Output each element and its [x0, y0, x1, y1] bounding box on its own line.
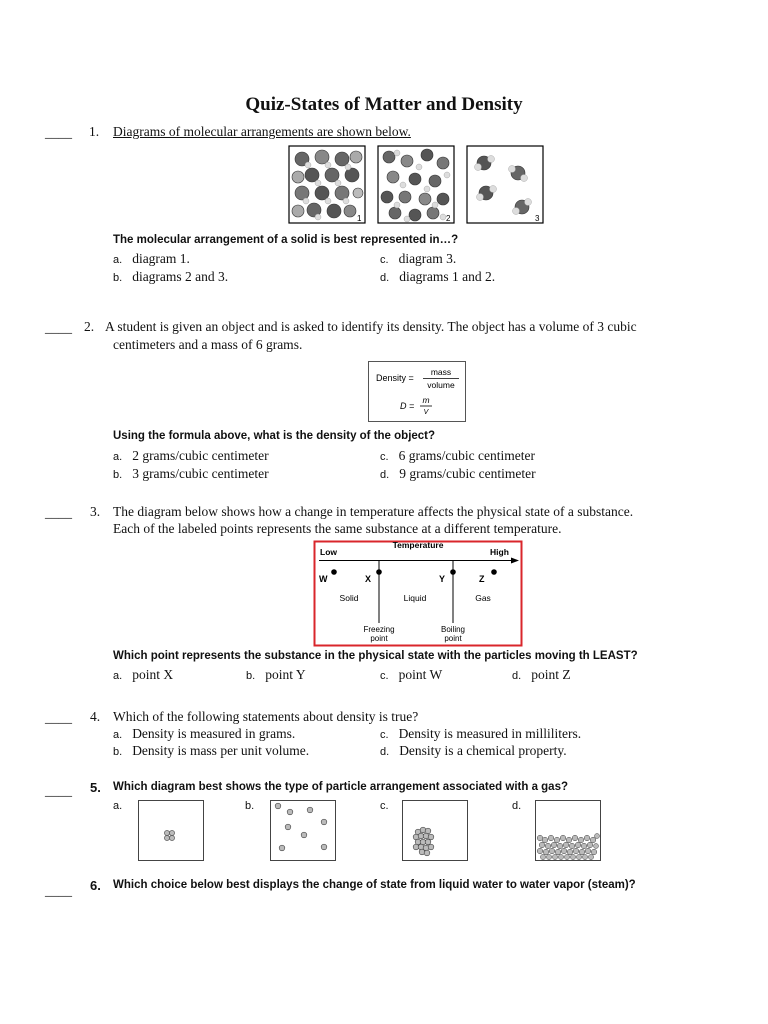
point-z: Z — [479, 574, 485, 584]
option-text: 2 grams/cubic centimeter — [132, 448, 269, 463]
q2-option-a — [113, 447, 269, 465]
formula-denominator: volume — [427, 380, 455, 390]
option-text: Density is a chemical property. — [399, 743, 567, 758]
formula-label: Density = — [376, 373, 414, 383]
boiling-point-line1: Boiling — [440, 625, 466, 634]
option-text: diagram 3. — [398, 251, 457, 266]
option-text: Density is mass per unit volume. — [132, 743, 310, 758]
q3-text-line1: The diagram below shows how a change in temperature affects the physical state of a substance. — [113, 504, 634, 519]
diagram-1-label: 1 — [357, 214, 362, 223]
q3-option-b — [246, 666, 306, 684]
q6-text: Which choice below best displays the change of state from liquid water to water vapor (steam)? — [113, 879, 636, 891]
freezing-point-line1: Freezing — [363, 625, 395, 634]
option-text: 6 grams/cubic centimeter — [398, 448, 536, 463]
answer-blank-4: ____ — [45, 710, 72, 725]
option-letter: d. — [380, 746, 390, 758]
point-x: X — [365, 574, 372, 584]
diagram-1-solid — [289, 146, 365, 223]
option-letter: a. — [113, 729, 123, 741]
q3-option-a — [113, 666, 173, 684]
option-letter: b. — [113, 746, 123, 758]
q4-option-a — [113, 725, 295, 743]
answer-blank-6: ____ — [45, 883, 72, 898]
state-liquid: Liquid — [403, 593, 427, 603]
option-letter: a. — [113, 254, 123, 266]
q2-text-line1: A student is given an object and is asked to identify its density. The object has a volume of 3 cubic — [105, 319, 637, 334]
option-text: diagram 1. — [132, 251, 190, 266]
q3-option-d — [512, 666, 571, 684]
q6-number: 6. — [90, 878, 101, 893]
q5-diagram-d — [535, 800, 601, 861]
q4-text: Which of the following statements about density is true? — [113, 709, 419, 724]
q2-option-c — [380, 447, 535, 465]
q5-diagram-a — [138, 800, 204, 861]
option-letter: c. — [380, 670, 389, 682]
q2-option-d — [380, 465, 536, 483]
q2-option-b — [113, 465, 269, 483]
diagram-3-label: 3 — [535, 214, 540, 223]
point-y: Y — [439, 574, 446, 584]
q3-question: Which point represents the substance in the physical state with the particles moving th LEAST? — [113, 650, 638, 662]
q5-letter-a: a. — [113, 800, 123, 812]
q4-option-c — [380, 725, 581, 743]
option-text: 9 grams/cubic centimeter — [399, 466, 536, 481]
option-letter: c. — [380, 451, 389, 463]
answer-blank-3: ____ — [45, 505, 72, 520]
q2-number: 2. — [84, 319, 95, 334]
formula-symbol-num: m — [422, 395, 430, 405]
q5-letter-c: c. — [380, 800, 389, 812]
point-w: W — [319, 574, 328, 584]
option-text: Density is measured in grams. — [132, 726, 296, 741]
temp-axis-title: Temperature — [392, 540, 444, 550]
q4-option-b — [113, 742, 309, 760]
q5-text: Which diagram best shows the type of particle arrangement associated with a gas? — [113, 781, 569, 793]
option-letter: a. — [113, 670, 123, 682]
q1-text: Diagrams of molecular arrangements are shown below. — [113, 124, 411, 139]
option-letter: c. — [380, 254, 389, 266]
diagram-2-liquid — [378, 146, 454, 223]
option-text: 3 grams/cubic centimeter — [132, 466, 269, 481]
formula-numerator: mass — [430, 367, 452, 377]
q1-number: 1. — [89, 124, 100, 139]
temperature-state-diagram — [313, 540, 523, 647]
diagram-3-gas — [467, 146, 543, 223]
state-gas: Gas — [475, 593, 491, 603]
page-title: Quiz-States of Matter and Density — [245, 94, 523, 115]
answer-blank-2: ____ — [45, 320, 72, 335]
option-letter: b. — [113, 469, 123, 481]
q4-number: 4. — [90, 709, 101, 724]
formula-symbol-den: V — [423, 409, 429, 416]
option-letter: c. — [380, 729, 389, 741]
density-formula-box — [368, 361, 466, 422]
boiling-point-line2: point — [444, 634, 462, 643]
q1-option-d — [380, 268, 495, 286]
q3-number: 3. — [90, 504, 101, 519]
formula-symbol-label: D = — [400, 401, 415, 411]
q1-option-a — [113, 250, 190, 268]
option-text: diagrams 2 and 3. — [132, 269, 229, 284]
answer-blank-5: ____ — [45, 783, 72, 798]
state-solid: Solid — [339, 593, 359, 603]
option-letter: a. — [113, 451, 123, 463]
q5-letter-d: d. — [512, 800, 522, 812]
option-letter: d. — [512, 670, 522, 682]
option-text: Density is measured in milliliters. — [398, 726, 582, 741]
q5-letter-b: b. — [245, 800, 255, 812]
answer-blank-1: ____ — [45, 125, 72, 140]
option-text: diagrams 1 and 2. — [399, 269, 496, 284]
q5-diagram-b — [270, 800, 336, 861]
q3-option-c — [380, 666, 442, 684]
option-text: point X — [132, 667, 174, 682]
diagram-2-label: 2 — [446, 214, 451, 223]
option-letter: d. — [380, 272, 390, 284]
q2-question: Using the formula above, what is the density of the object? — [113, 430, 436, 442]
q4-option-d — [380, 742, 567, 760]
q1-molecular-diagrams — [288, 145, 545, 225]
option-text: point Z — [531, 667, 571, 682]
q3-text-line2: Each of the labeled points represents the same substance at a different temperature. — [113, 521, 562, 536]
temp-low-label: Low — [320, 547, 337, 557]
option-letter: d. — [380, 469, 390, 481]
q2-text-line2: centimeters and a mass of 6 grams. — [113, 337, 303, 352]
option-letter: b. — [246, 670, 256, 682]
q1-option-c — [380, 250, 456, 268]
q5-number: 5. — [90, 780, 101, 795]
temp-high-label: High — [490, 547, 509, 557]
option-letter: b. — [113, 272, 123, 284]
option-text: point W — [398, 667, 443, 682]
q1-question: The molecular arrangement of a solid is best represented in…? — [113, 234, 459, 246]
q5-diagram-c — [402, 800, 468, 861]
freezing-point-line2: point — [370, 634, 388, 643]
q1-option-b — [113, 268, 228, 286]
option-text: point Y — [265, 667, 306, 682]
